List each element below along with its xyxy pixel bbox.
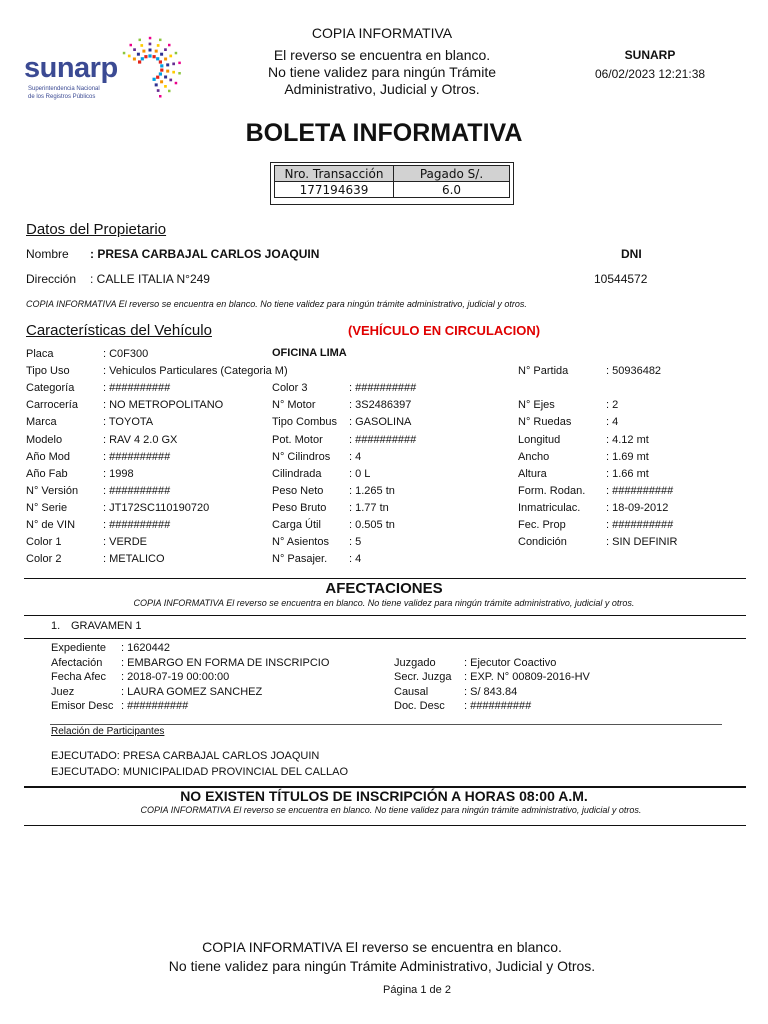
titles-copy-note: COPIA INFORMATIVA El reverso se encuentra en blanco. No tiene validez para ningún trámite administrativo, judicial y otros.: [140, 805, 642, 815]
gravamen-number: 1.: [51, 620, 61, 632]
vehicle-field-value: : ##########: [103, 484, 171, 497]
gravamen-field-label: Afectación: [51, 656, 103, 669]
vehicle-field-value: : ##########: [103, 450, 171, 463]
vehicle-field-value: : 18-09-2012: [606, 501, 669, 514]
header-notice-1: El reverso se encuentra en blanco.: [273, 47, 491, 63]
logo-subtitle-2: de los Registros Públicos: [28, 94, 96, 100]
col-paid-header: Pagado S/.: [394, 166, 510, 182]
vehicle-field-value: : TOYOTA: [103, 416, 154, 429]
gravamen-field-label: Fecha Afec: [51, 671, 107, 684]
gravamen-field-value: : 1620442: [121, 642, 170, 654]
vehicle-field-label: Año Fab: [26, 467, 68, 480]
vehicle-field-value: : C0F300: [103, 348, 149, 360]
vehicle-field-label: Tipo Combus: [272, 416, 338, 429]
vehicle-field-value: : ##########: [349, 382, 417, 395]
paid-amount: 6.0: [394, 182, 510, 198]
gravamen-field-label: Causal: [394, 685, 429, 698]
gravamen-field-label: Juez: [51, 685, 75, 698]
vehicle-field-value: : 1.265 tn: [349, 484, 395, 497]
header-notice-2: No tiene validez para ningún Trámite: [267, 64, 497, 80]
vehicle-field-label: Color 1: [26, 536, 62, 549]
header-notice-3: Administrativo, Judicial y Otros.: [284, 81, 480, 97]
divider-titles-bottom: [24, 825, 746, 826]
dni-label: DNI: [621, 247, 642, 261]
vehicle-field-label: Marca: [26, 416, 57, 429]
vehicle-field-label: Fec. Prop: [518, 519, 566, 531]
page-number: Página 1 de 2: [383, 984, 451, 996]
vehicle-field-value: : ##########: [606, 484, 674, 497]
participant-1: EJECUTADO: PRESA CARBAJAL CARLOS JOAQUIN: [51, 750, 320, 762]
participant-2: EJECUTADO: MUNICIPALIDAD PROVINCIAL DEL CALLAO: [51, 766, 349, 778]
divider-participants: [50, 724, 722, 725]
logo-wordmark: sunarp: [24, 52, 118, 84]
vehicle-field-value: : NO METROPOLITANO: [103, 399, 224, 412]
org-name: SUNARP: [624, 48, 676, 62]
vehicle-field-label: N° Partida: [518, 365, 569, 378]
vehicle-field-label: Peso Neto: [272, 484, 324, 497]
owner-name-label: Nombre: [26, 247, 69, 261]
vehicle-field-label: Carga Útil: [272, 519, 321, 531]
vehicle-status: (VEHÍCULO EN CIRCULACION): [348, 323, 541, 338]
vehicle-field-label: Condición: [518, 536, 567, 549]
vehicle-field-label: N° Cilindros: [272, 450, 331, 463]
vehicle-field-label: N° Pasajer.: [272, 553, 328, 566]
gravamen-field-label: Secr. Juzga: [394, 671, 452, 684]
print-datetime: 06/02/2023 12:21:38: [594, 67, 706, 81]
transaction-number: 177194639: [275, 182, 394, 198]
gravamen-field-value: : S/ 843.84: [464, 685, 518, 698]
vehicle-field-value: : 4: [349, 553, 362, 566]
vehicle-field-label: N° Motor: [272, 399, 316, 412]
owner-address-label: Dirección: [26, 272, 77, 286]
afectaciones-copy-note: COPIA INFORMATIVA El reverso se encuentra en blanco. No tiene validez para ningún trámite administrativo, judicial y otros.: [133, 598, 635, 608]
vehicle-field-label: Ancho: [518, 450, 550, 463]
gravamen-field-label: Doc. Desc: [394, 700, 445, 713]
vehicle-field-value: : RAV 4 2.0 GX: [103, 433, 178, 446]
vehicle-field-label: Form. Rodan.: [518, 484, 586, 497]
owner-copy-note: COPIA INFORMATIVA El reverso se encuentra en blanco. No tiene validez para ningún trámite administrativo, judicial y otros.: [26, 299, 527, 309]
footer-line-2: No tiene validez para ningún Trámite Administrativo, Judicial y Otros.: [168, 958, 596, 974]
vehicle-field-label: Modelo: [26, 433, 63, 446]
vehicle-field-value: : 4: [606, 416, 619, 429]
vehicle-field-label: Carrocería: [26, 399, 78, 412]
vehicle-field-value: : SIN DEFINIR: [606, 536, 678, 549]
col-transaction-header: Nro. Transacción: [275, 166, 394, 182]
vehicle-field-value: : GASOLINA: [349, 416, 412, 429]
document-title: BOLETA INFORMATIVA: [245, 119, 523, 147]
vehicle-field-value: : ##########: [103, 382, 171, 395]
vehicle-field-label: Longitud: [518, 433, 561, 446]
gravamen-field-value: : EMBARGO EN FORMA DE INSCRIPCIO: [121, 656, 330, 669]
vehicle-field-value: : 0 L: [349, 467, 371, 480]
vehicle-field-value: : 1.77 tn: [349, 501, 389, 514]
vehicle-field-value: : 1998: [103, 467, 134, 480]
copy-title: COPIA INFORMATIVA: [311, 25, 453, 41]
afectaciones-title: AFECTACIONES: [325, 580, 443, 597]
gravamen-field-value: : ##########: [121, 700, 189, 713]
vehicle-field-value: : 4.12 mt: [606, 433, 649, 446]
vehicle-field-label: Color 2: [26, 553, 62, 566]
vehicle-field-value: : METALICO: [103, 553, 165, 566]
vehicle-field-label: Tipo Uso: [26, 365, 70, 378]
vehicle-field-label: N° Serie: [26, 501, 68, 514]
footer-line-1: COPIA INFORMATIVA El reverso se encuentra en blanco.: [202, 939, 562, 955]
vehicle-field-value: : 5: [349, 536, 362, 549]
vehicle-field-label: Categoría: [26, 382, 75, 395]
vehicle-field-value: : 1.66 mt: [606, 467, 649, 480]
gravamen-field-value: : Ejecutor Coactivo: [464, 656, 557, 669]
vehicle-field-value: : JT172SC110190720: [103, 501, 210, 514]
gravamen-field-value: : ##########: [464, 700, 532, 713]
owner-name: : PRESA CARBAJAL CARLOS JOAQUIN: [90, 247, 320, 261]
vehicle-field-label: Color 3: [272, 382, 308, 395]
vehicle-field-value: : 0.505 tn: [349, 519, 395, 531]
gravamen-field-value: : LAURA GOMEZ SANCHEZ: [121, 685, 263, 698]
vehicle-field-value: : VERDE: [103, 536, 148, 549]
vehicle-field-value: : Vehiculos Particulares (Categoria M): [103, 365, 288, 378]
vehicle-field-label: N° Versión: [26, 484, 79, 497]
gravamen-field-label: Expediente: [51, 642, 107, 654]
vehicle-field-label: Año Mod: [26, 450, 71, 463]
gravamen-title: GRAVAMEN 1: [71, 620, 142, 632]
vehicle-field-label: N° Asientos: [272, 536, 329, 549]
transaction-table: [274, 165, 510, 198]
sunarp-logo: [22, 22, 187, 104]
vehicle-field-label: N° Ejes: [518, 399, 555, 412]
vehicle-field-label: Placa: [26, 348, 54, 360]
vehicle-section-title: Características del Vehículo: [26, 322, 212, 339]
divider-afectaciones-top: [24, 578, 746, 579]
titles-heading: NO EXISTEN TÍTULOS DE INSCRIPCIÓN A HORAS 08:00 A.M.: [180, 788, 588, 804]
vehicle-field-label: N° Ruedas: [518, 416, 572, 429]
vehicle-field-label: Altura: [518, 467, 547, 480]
divider-gravamen-top: [24, 615, 746, 616]
vehicle-field-label: N° de VIN: [26, 519, 76, 531]
divider-gravamen-bottom: [24, 638, 746, 639]
gravamen-field-label: Juzgado: [394, 656, 436, 669]
vehicle-field-label: Peso Bruto: [272, 501, 327, 514]
participants-title: Relación de Participantes: [51, 726, 165, 737]
vehicle-field-value: : 2: [606, 399, 619, 412]
owner-address: : CALLE ITALIA N°249: [90, 272, 210, 286]
gravamen-field-value: : 2018-07-19 00:00:00: [121, 671, 230, 684]
vehicle-field-value: : ##########: [606, 519, 674, 531]
gravamen-field-value: : EXP. N° 00809-2016-HV: [464, 671, 590, 684]
logo-subtitle-1: Superintendencia Nacional: [28, 86, 100, 92]
office-name: OFICINA LIMA: [272, 347, 347, 359]
gravamen-field-label: Emisor Desc: [51, 700, 114, 713]
dni-value: 10544572: [594, 272, 648, 286]
vehicle-field-label: Cilindrada: [272, 467, 322, 480]
vehicle-field-value: : 4: [349, 450, 362, 463]
vehicle-field-value: : 1.69 mt: [606, 450, 649, 463]
vehicle-field-label: Inmatriculac.: [518, 501, 581, 514]
vehicle-field-value: : 3S2486397: [349, 399, 412, 412]
vehicle-field-value: : ##########: [103, 519, 171, 531]
vehicle-field-value: : 50936482: [606, 365, 662, 378]
vehicle-field-label: Pot. Motor: [272, 433, 323, 446]
vehicle-field-value: : ##########: [349, 433, 417, 446]
owner-section-title: Datos del Propietario: [26, 221, 167, 238]
